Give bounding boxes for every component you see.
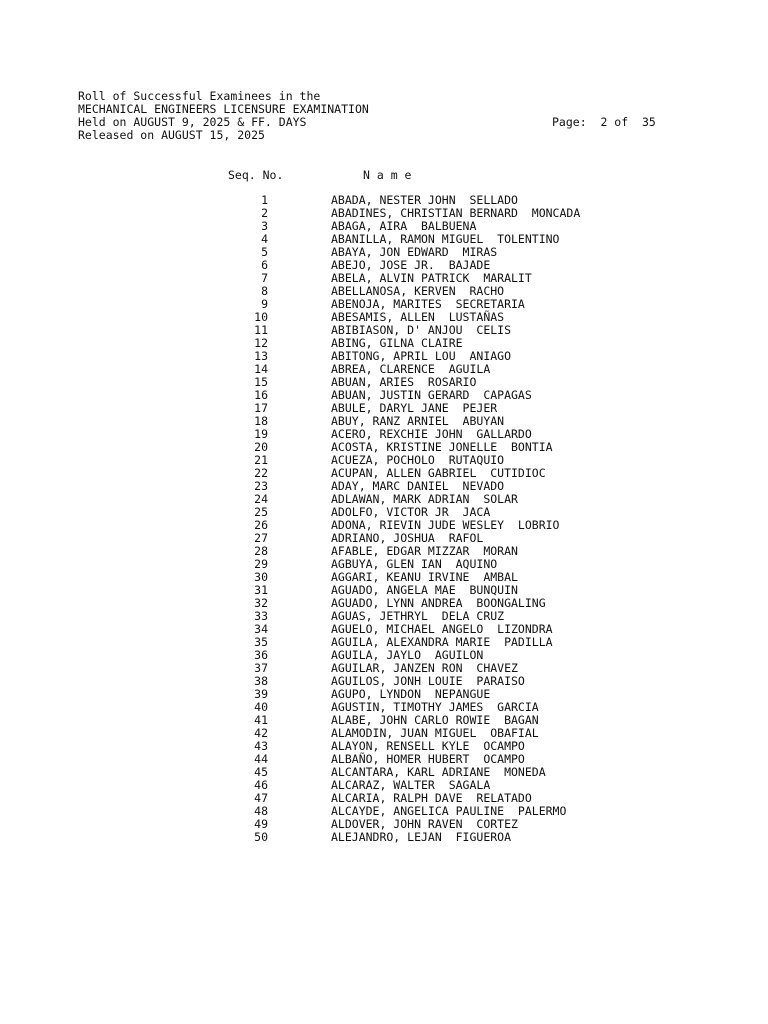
examinee-name: AGUADO, ANGELA MAE BUNQUIN [331, 583, 518, 597]
seq-number: 3 [261, 219, 268, 233]
seq-number: 18 [254, 414, 268, 428]
examinee-name: AGUILA, JAYLO AGUILON [331, 648, 484, 662]
examinee-name: ABULE, DARYL JANE PEJER [331, 401, 498, 415]
seq-number: 17 [254, 401, 268, 415]
examinee-name: AGUILOS, JONH LOUIE PARAISO [331, 674, 525, 688]
seq-number: 26 [254, 518, 268, 532]
examinee-name: ABREA, CLARENCE AGUILA [331, 362, 491, 376]
column-header-name: N a m e [363, 168, 412, 182]
examinee-name: AGUELO, MICHAEL ANGELO LIZONDRA [331, 622, 553, 636]
examinee-name: AGUILAR, JANZEN RON CHAVEZ [331, 661, 518, 675]
seq-number: 40 [254, 700, 268, 714]
seq-number: 8 [261, 284, 268, 298]
examinee-name: ADLAWAN, MARK ADRIAN SOLAR [331, 492, 518, 506]
seq-number: 43 [254, 739, 268, 753]
seq-number: 6 [261, 258, 268, 272]
seq-number: 44 [254, 752, 268, 766]
seq-number: 47 [254, 791, 268, 805]
examinee-name: ADONA, RIEVIN JUDE WESLEY LOBRIO [331, 518, 560, 532]
header-exam-name: MECHANICAL ENGINEERS LICENSURE EXAMINATION [78, 102, 369, 116]
examinee-name: ALCARIA, RALPH DAVE RELATADO [331, 791, 532, 805]
examinee-name: ABANILLA, RAMON MIGUEL TOLENTINO [331, 232, 560, 246]
examinee-name: ADRIANO, JOSHUA RAFOL [331, 531, 484, 545]
examinee-name: AGUAS, JETHRYL DELA CRUZ [331, 609, 505, 623]
seq-number: 9 [261, 297, 268, 311]
examinee-name: ACERO, REXCHIE JOHN GALLARDO [331, 427, 532, 441]
examinee-name: ABIBIASON, D' ANJOU CELIS [331, 323, 512, 337]
examinee-name: ABENOJA, MARITES SECRETARIA [331, 297, 525, 311]
seq-number: 31 [254, 583, 268, 597]
examinee-name: ABUAN, ARIES ROSARIO [331, 375, 477, 389]
seq-number: 49 [254, 817, 268, 831]
seq-number: 16 [254, 388, 268, 402]
examinee-name: ALCAYDE, ANGELICA PAULINE PALERMO [331, 804, 567, 818]
header-title-line: Roll of Successful Examinees in the [78, 89, 321, 103]
seq-number: 13 [254, 349, 268, 363]
examinee-name: ABUY, RANZ ARNIEL ABUYAN [331, 414, 505, 428]
examinee-name: ALCANTARA, KARL ADRIANE MONEDA [331, 765, 546, 779]
examinee-name: ADAY, MARC DANIEL NEVADO [331, 479, 505, 493]
seq-number: 19 [254, 427, 268, 441]
seq-number: 41 [254, 713, 268, 727]
header-release-date: Released on AUGUST 15, 2025 [78, 128, 265, 142]
seq-number: 10 [254, 310, 268, 324]
examinee-name: ABAYA, JON EDWARD MIRAS [331, 245, 498, 259]
examinee-name: ACUEZA, POCHOLO RUTAQUIO [331, 453, 505, 467]
examinee-name: ABADINES, CHRISTIAN BERNARD MONCADA [331, 206, 581, 220]
seq-number: 48 [254, 804, 268, 818]
examinee-name: ALCARAZ, WALTER SAGALA [331, 778, 491, 792]
seq-number: 15 [254, 375, 268, 389]
seq-number: 32 [254, 596, 268, 610]
seq-number: 7 [261, 271, 268, 285]
seq-number: 14 [254, 362, 268, 376]
examinee-name: ALABE, JOHN CARLO ROWIE BAGAN [331, 713, 539, 727]
seq-number: 11 [254, 323, 268, 337]
examinee-name: AGUILA, ALEXANDRA MARIE PADILLA [331, 635, 553, 649]
examinee-name: AGUSTIN, TIMOTHY JAMES GARCIA [331, 700, 539, 714]
seq-number: 27 [254, 531, 268, 545]
seq-number: 23 [254, 479, 268, 493]
examinee-name: ALAYON, RENSELL KYLE OCAMPO [331, 739, 525, 753]
examinee-name: ABESAMIS, ALLEN LUSTAÑAS [331, 310, 505, 324]
seq-number: 4 [261, 232, 268, 246]
examinee-list [0, 194, 768, 844]
examinee-name: ALAMODIN, JUAN MIGUEL OBAFIAL [331, 726, 539, 740]
seq-number: 39 [254, 687, 268, 701]
seq-number: 45 [254, 765, 268, 779]
examinee-name: AGGARI, KEANU IRVINE AMBAL [331, 570, 518, 584]
seq-number: 29 [254, 557, 268, 571]
seq-number: 38 [254, 674, 268, 688]
seq-number: 25 [254, 505, 268, 519]
examinee-name: AGBUYA, GLEN IAN AQUINO [331, 557, 498, 571]
seq-number: 33 [254, 609, 268, 623]
seq-number: 2 [261, 206, 268, 220]
seq-number: 42 [254, 726, 268, 740]
seq-number: 20 [254, 440, 268, 454]
examinee-name: ABING, GILNA CLAIRE [331, 336, 463, 350]
seq-number: 46 [254, 778, 268, 792]
seq-number: 35 [254, 635, 268, 649]
table-row [0, 831, 768, 844]
examinee-name: ALBAÑO, HOMER HUBERT OCAMPO [331, 752, 525, 766]
seq-number: 24 [254, 492, 268, 506]
examinee-name: ABELLANOSA, KERVEN RACHO [331, 284, 505, 298]
examinee-name: ABELA, ALVIN PATRICK MARALIT [331, 271, 532, 285]
examinee-name: ABITONG, APRIL LOU ANIAGO [331, 349, 512, 363]
seq-number: 37 [254, 661, 268, 675]
seq-number: 21 [254, 453, 268, 467]
examinee-name: ACUPAN, ALLEN GABRIEL CUTIDIOC [331, 466, 546, 480]
examinee-name: AFABLE, EDGAR MIZZAR MORAN [331, 544, 518, 558]
seq-number: 50 [254, 830, 268, 844]
seq-number: 12 [254, 336, 268, 350]
seq-number: 28 [254, 544, 268, 558]
document-header [78, 90, 369, 142]
seq-number: 1 [261, 193, 268, 207]
seq-number: 22 [254, 466, 268, 480]
seq-number: 34 [254, 622, 268, 636]
examinee-name: ABAGA, AIRA BALBUENA [331, 219, 477, 233]
examinee-name: ABADA, NESTER JOHN SELLADO [331, 193, 518, 207]
seq-number: 30 [254, 570, 268, 584]
page-indicator: Page: 2 of 35 [552, 115, 656, 129]
column-header-seq: Seq. No. [228, 168, 284, 182]
examinee-name: AGUPO, LYNDON NEPANGUE [331, 687, 491, 701]
seq-number: 5 [261, 245, 268, 259]
examinee-name: ACOSTA, KRISTINE JONELLE BONTIA [331, 440, 553, 454]
examinee-name: ALEJANDRO, LEJAN FIGUEROA [331, 830, 512, 844]
examinee-name: ADOLFO, VICTOR JR JACA [331, 505, 491, 519]
examinee-name: ABUAN, JUSTIN GERARD CAPAGAS [331, 388, 532, 402]
header-held-date: Held on AUGUST 9, 2025 & FF. DAYS [78, 115, 307, 129]
examinee-name: AGUADO, LYNN ANDREA BOONGALING [331, 596, 546, 610]
examinee-name: ALDOVER, JOHN RAVEN CORTEZ [331, 817, 518, 831]
examinee-name: ABEJO, JOSE JR. BAJADE [331, 258, 491, 272]
seq-number: 36 [254, 648, 268, 662]
